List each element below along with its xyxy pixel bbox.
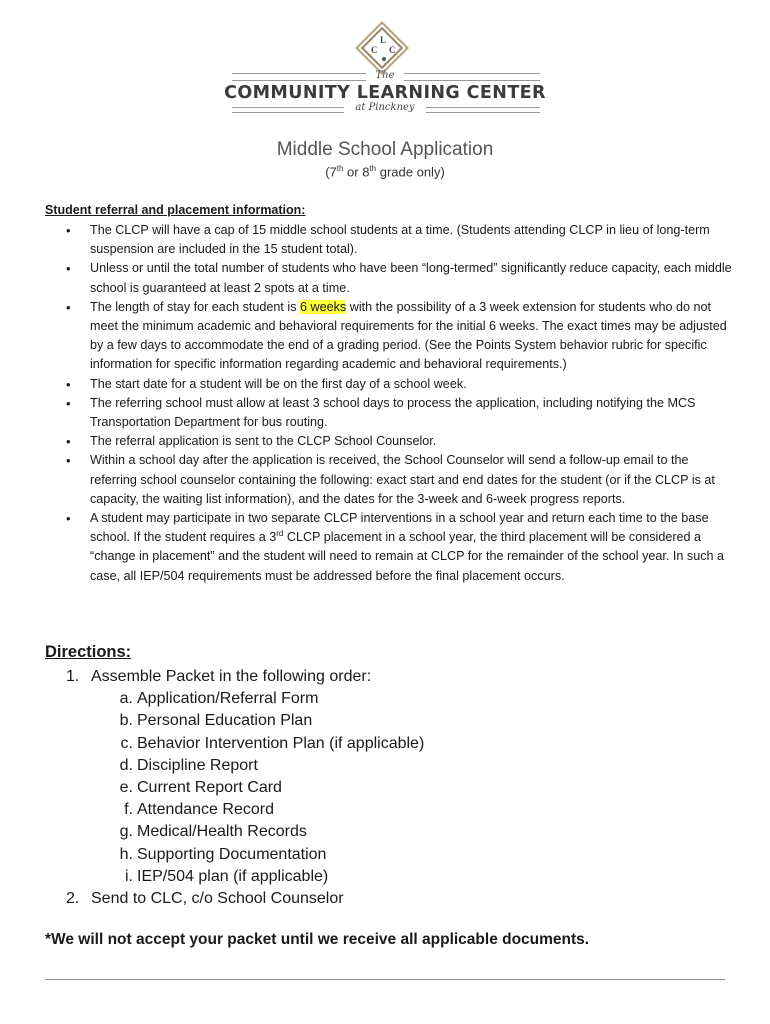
- page-subtitle: (7th or 8th grade only): [325, 164, 445, 180]
- list-item: • The referral application is sent to the CLCP School Counselor.: [66, 432, 736, 451]
- direction-step-label: Send to CLC, c/o School Counselor: [91, 890, 344, 908]
- packet-item: e. Current Report Card: [119, 779, 282, 797]
- logo-location: at Pinckney: [355, 102, 415, 113]
- logo-wordmark: COMMUNITY LEARNING CENTER: [224, 83, 546, 103]
- packet-item: c. Behavior Intervention Plan (if applicable): [120, 734, 425, 752]
- list-item: • The length of stay for each student is 6 weeks with the possibility of a 3 week extension for students who do not meet the minimum academic and behavioral requirements for the initial 6 weeks. The exact times may be adjusted by a few days to accommodate the end of a grading period. (See the Points System behavior rubric for specific information for specific information regarding academic and behavioral requirements.): [66, 298, 736, 375]
- emblem-letter-right: C: [389, 45, 396, 55]
- highlighted-text: 6 weeks: [300, 299, 347, 314]
- logo-the: The: [375, 70, 395, 81]
- packet-item: i. IEP/504 plan (if applicable): [125, 867, 329, 885]
- direction-step-label: Assemble Packet in the following order:: [91, 668, 372, 685]
- direction-step: 2. Send to CLC, c/o School Counselor: [66, 890, 344, 908]
- page-title: Middle School Application: [276, 139, 494, 160]
- list-item: • The CLCP will have a cap of 15 middle school students at a time. (Students attending CLCP in lieu of long-term suspension are included in the 15 student total).: [66, 221, 736, 259]
- emblem-letter-top: L: [380, 35, 387, 45]
- packet-notice: *We will not accept your packet until we receive all applicable documents.: [45, 931, 590, 948]
- packet-item: a. Application/Referral Form: [119, 690, 319, 708]
- referral-heading: Student referral and placement information:: [45, 203, 306, 217]
- direction-step: 1. Assemble Packet in the following order: a. Application/Referral Form b. Personal Education Plan c. Behavior Intervention Plan (if applicable) d. Discipline Report e. Current Report Card f. Attendance Record g. Medical/Health Records h. Supporting Documentation i. IEP/504 plan (if applicable): [66, 666, 424, 888]
- emblem-letter-left: C: [371, 45, 378, 55]
- footer-divider: [45, 979, 725, 980]
- directions-list: [66, 666, 424, 910]
- packet-item: g. Medical/Health Records: [119, 823, 307, 841]
- referral-bullet-list: [66, 221, 736, 586]
- list-item: • The referring school must allow at least 3 school days to process the application, including notifying the MCS Transportation Department for bus routing.: [66, 394, 736, 432]
- packet-order-list: [91, 688, 424, 888]
- list-item: • Within a school day after the application is received, the School Counselor will send a follow-up email to the referring school counselor containing the following: exact start and end dates for the student (or if the CLCP is at capacity, the waiting list information), and the dates for the 3-week and 6-week progress reports.: [66, 451, 736, 509]
- packet-item: d. Discipline Report: [119, 756, 258, 774]
- packet-item: f. Attendance Record: [124, 801, 274, 819]
- packet-item: h. Supporting Documentation: [119, 845, 327, 863]
- list-item: • The start date for a student will be on the first day of a school week.: [66, 375, 736, 394]
- list-item: • A student may participate in two separate CLCP interventions in a school year and return each time to the base school. If the student requires a 3rd CLCP placement in a school year, the third placement will be considered a “change in placement” and the student will need to remain at CLCP for the remainder of the school year. In such a case, all IEP/504 requirements must be addressed before the final placement occurs.: [66, 509, 736, 586]
- packet-item: b. Personal Education Plan: [119, 712, 313, 730]
- clc-logo: [0, 10, 770, 128]
- list-item: • Unless or until the total number of students who have been “long-termed” significantly reduce capacity, each middle school is guaranteed at least 2 spots at a time.: [66, 259, 736, 297]
- directions-heading: Directions:: [45, 643, 132, 661]
